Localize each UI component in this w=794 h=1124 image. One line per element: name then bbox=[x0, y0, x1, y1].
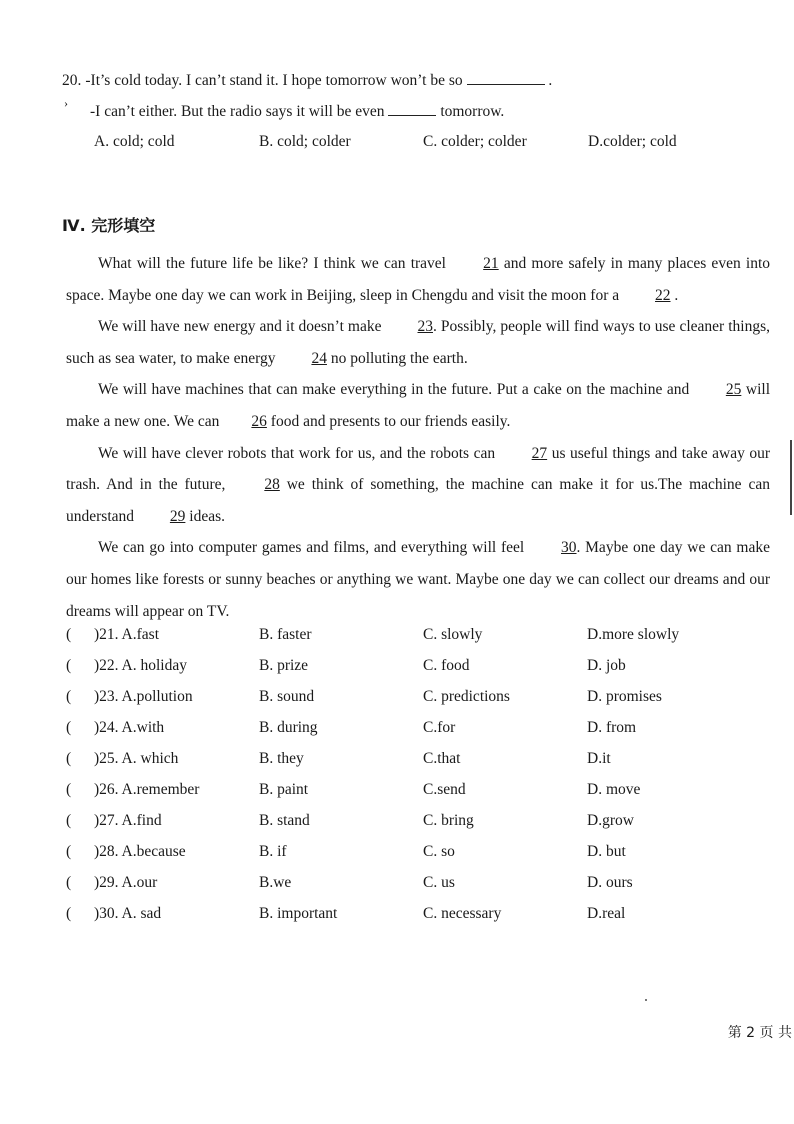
option-a[interactable]: )23. A.pollution bbox=[94, 688, 193, 705]
option-b[interactable]: B. prize bbox=[259, 657, 309, 674]
option-row-24 bbox=[0, 719, 794, 743]
option-row-25 bbox=[0, 750, 794, 774]
option-c[interactable]: C.for bbox=[423, 719, 456, 736]
option-b[interactable]: B. cold; colder bbox=[259, 133, 351, 150]
gap-28[interactable]: 28 bbox=[264, 476, 280, 494]
option-c[interactable]: C.send bbox=[423, 781, 466, 798]
option-a[interactable]: )30. A. sad bbox=[94, 905, 162, 922]
option-a[interactable]: A. cold; cold bbox=[94, 133, 175, 150]
option-row-22 bbox=[0, 657, 794, 681]
option-d[interactable]: D. move bbox=[587, 781, 641, 798]
passage-text: food and presents to our friends easily. bbox=[270, 412, 511, 430]
passage-text: We can go into computer games and films, and everything will feel bbox=[98, 539, 525, 557]
passage-text: We will have machines that can make everything in the future. Put a cake on the machine and bbox=[98, 381, 690, 399]
passage-text: What will the future life be like? I think we can travel bbox=[98, 255, 446, 272]
answer-bracket[interactable]: ( bbox=[66, 626, 72, 643]
answer-bracket[interactable]: ( bbox=[66, 781, 72, 798]
option-row-30 bbox=[0, 905, 794, 929]
option-b[interactable]: B. if bbox=[259, 843, 287, 860]
answer-bracket[interactable]: ( bbox=[66, 843, 72, 860]
option-d[interactable]: D.it bbox=[587, 750, 611, 767]
answer-bracket[interactable]: ( bbox=[66, 874, 72, 891]
section-title: Ⅳ. 完形填空 bbox=[62, 216, 156, 235]
answer-bracket[interactable]: ( bbox=[66, 688, 72, 705]
paragraph-5 bbox=[66, 532, 770, 627]
option-c[interactable]: C. slowly bbox=[423, 626, 483, 643]
option-row-21 bbox=[0, 626, 794, 650]
answer-bracket[interactable]: ( bbox=[66, 905, 72, 922]
option-row-29 bbox=[0, 874, 794, 898]
option-a[interactable]: )26. A.remember bbox=[94, 781, 200, 798]
gap-23[interactable]: 23 bbox=[417, 318, 433, 336]
passage-text: us useful things and take away our trash. And in the future, bbox=[66, 444, 771, 494]
gap-29[interactable]: 29 bbox=[169, 507, 186, 525]
passage-text: . Maybe one day we can make our homes like forests or sunny beaches or anything we want. Maybe one day we can collect our dreams and our dreams will appear on TV. bbox=[66, 539, 770, 620]
option-row-27 bbox=[0, 812, 794, 836]
gap-27[interactable]: 27 bbox=[531, 444, 548, 462]
question-20-line-1 bbox=[62, 70, 552, 90]
answer-blank[interactable] bbox=[388, 101, 436, 116]
option-c[interactable]: C. so bbox=[423, 843, 455, 860]
option-a[interactable]: )28. A.because bbox=[94, 843, 186, 860]
option-b[interactable]: B. stand bbox=[259, 812, 310, 829]
question-20-text-2: -I can’t either. But the radio says it will be even bbox=[90, 103, 385, 120]
passage-text: will make a new one. We can bbox=[66, 381, 771, 430]
answer-blank[interactable] bbox=[467, 70, 545, 85]
passage-text: no polluting the earth. bbox=[330, 349, 468, 367]
option-d[interactable]: D. promises bbox=[587, 688, 662, 705]
option-b[interactable]: B. paint bbox=[259, 781, 309, 798]
option-c[interactable]: C. bring bbox=[423, 812, 474, 829]
option-d[interactable]: D. but bbox=[587, 843, 626, 860]
sentence-end: . bbox=[548, 72, 553, 89]
option-b[interactable]: B. important bbox=[259, 905, 338, 922]
option-b[interactable]: B. during bbox=[259, 719, 318, 736]
gap-30[interactable]: 30 bbox=[561, 539, 577, 557]
option-a[interactable]: )25. A. which bbox=[94, 750, 179, 767]
question-20-text-1: -It’s cold today. I can’t stand it. I hope tomorrow won’t be so bbox=[85, 72, 463, 89]
gap-21[interactable]: 21 bbox=[483, 255, 499, 272]
cloze-passage bbox=[66, 248, 770, 627]
passage-text: we think of something, the machine can make it for us.The machine can understand bbox=[66, 476, 770, 525]
gap-25[interactable]: 25 bbox=[725, 381, 742, 399]
paragraph-4 bbox=[66, 438, 770, 533]
option-c[interactable]: C. necessary bbox=[423, 905, 502, 922]
passage-text: and more safely in many places even into space. Maybe one day we can work in Beijing, sleep in Chengdu and visit the moon for a bbox=[66, 255, 770, 304]
answer-bracket[interactable]: ( bbox=[66, 719, 72, 736]
answer-bracket[interactable]: ( bbox=[66, 812, 72, 829]
option-d[interactable]: D.grow bbox=[587, 812, 634, 829]
answer-bracket[interactable]: ( bbox=[66, 657, 72, 674]
option-c[interactable]: C.that bbox=[423, 750, 461, 767]
option-c[interactable]: C. us bbox=[423, 874, 455, 891]
option-b[interactable]: B. they bbox=[259, 750, 304, 767]
option-c[interactable]: C. colder; colder bbox=[423, 133, 527, 150]
passage-text: . bbox=[674, 286, 679, 304]
gap-24[interactable]: 24 bbox=[311, 349, 327, 367]
option-a[interactable]: )29. A.our bbox=[94, 874, 158, 891]
scan-speck bbox=[645, 999, 647, 1001]
gap-26[interactable]: 26 bbox=[251, 412, 267, 430]
paragraph-3 bbox=[66, 374, 770, 437]
option-d[interactable]: D.more slowly bbox=[587, 626, 680, 643]
stray-mark: › bbox=[64, 96, 68, 110]
option-a[interactable]: )21. A.fast bbox=[94, 626, 160, 643]
option-row-28 bbox=[0, 843, 794, 867]
paragraph-2 bbox=[66, 311, 770, 374]
scan-edge-line bbox=[790, 440, 792, 515]
answer-bracket[interactable]: ( bbox=[66, 750, 72, 767]
option-row-26 bbox=[0, 781, 794, 805]
gap-22[interactable]: 22 bbox=[655, 286, 671, 304]
option-d[interactable]: D. from bbox=[587, 719, 637, 736]
passage-text: . Possibly, people will find ways to use cleaner things, such as sea water, to make energy bbox=[66, 318, 770, 367]
paragraph-1 bbox=[66, 248, 770, 311]
option-b[interactable]: B. faster bbox=[259, 626, 312, 643]
option-a[interactable]: )24. A.with bbox=[94, 719, 165, 736]
question-number: 20. bbox=[62, 72, 82, 89]
option-c[interactable]: C. food bbox=[423, 657, 470, 674]
option-c[interactable]: C. predictions bbox=[423, 688, 510, 705]
passage-text: We will have new energy and it doesn’t make bbox=[98, 318, 382, 336]
option-d[interactable]: D. ours bbox=[587, 874, 633, 891]
option-d[interactable]: D.colder; cold bbox=[588, 133, 677, 150]
question-20-text-3: tomorrow. bbox=[440, 103, 505, 120]
page-footer: 第 2 页 共 bbox=[727, 1025, 792, 1041]
question-20-line-2 bbox=[90, 101, 504, 121]
option-d[interactable]: D. job bbox=[587, 657, 626, 674]
option-a[interactable]: )22. A. holiday bbox=[94, 657, 187, 674]
option-d[interactable]: D.real bbox=[587, 905, 626, 922]
option-a[interactable]: )27. A.find bbox=[94, 812, 162, 829]
passage-text: ideas. bbox=[189, 507, 225, 525]
passage-text: We will have clever robots that work for us, and the robots can bbox=[98, 444, 496, 462]
option-row-23 bbox=[0, 688, 794, 712]
option-b[interactable]: B. sound bbox=[259, 688, 315, 705]
option-b[interactable]: B.we bbox=[259, 874, 292, 891]
